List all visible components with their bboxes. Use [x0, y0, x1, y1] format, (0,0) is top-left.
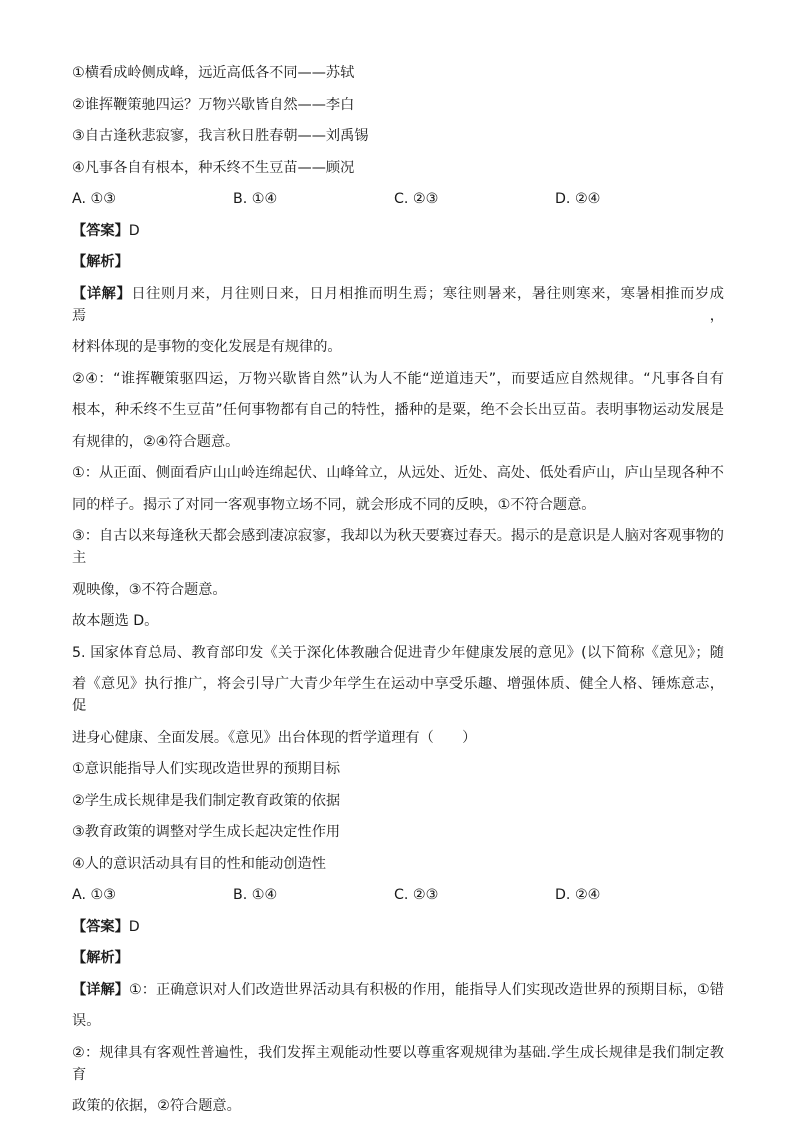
document-page: [72, 62, 724, 1117]
q5-option-a: A. ①③: [72, 887, 116, 903]
q4-para2-line-1: ②④：“谁挥鞭策驱四运，万物兴歇皆自然”认为人不能“逆道违天”，而要适应自然规律。“凡事各自有: [72, 370, 724, 387]
q5-item-1: ①意识能指导人们实现改造世界的预期目标: [72, 761, 341, 777]
answer-tag: 【答案】: [72, 918, 129, 935]
answer-tag: 【答案】: [72, 222, 129, 239]
answer-value: D: [128, 222, 140, 239]
q5-item-2: ②学生成长规律是我们制定教育政策的依据: [72, 792, 341, 809]
q5-detail-line-1: [72, 979, 724, 1001]
q5-option-c: C. ②③: [394, 887, 439, 903]
q4-analysis-tag: [72, 251, 724, 273]
q5-para2-line-1: ②：规律具有客观性普遍性，我们发挥主观能动性要以尊重客观规律为基础.学生成长规律是我们制定教育: [72, 1044, 724, 1083]
q4-option-b: B. ①④: [233, 191, 278, 207]
q4-option-d: D. ②④: [555, 191, 601, 207]
q4-answer: [72, 220, 724, 242]
q5-analysis-tag: [72, 947, 724, 969]
q4-para4-line-2: 观映像，③不符合题意。: [72, 581, 227, 598]
q4-item-3: ③自古逢秋悲寂寥，我言秋日胜春朝——刘禹锡: [72, 128, 369, 144]
detail-text: 日往则月来，月往则日来，日月相推而明生焉；寒往则暑来，暑往则寒来，寒暑相推而岁成焉，: [72, 285, 724, 324]
q4-para3-line-2: 同的样子。揭示了对同一客观事物立场不同，就会形成不同的反映，①不符合题意。: [72, 496, 596, 513]
q4-option-c: C. ②③: [394, 191, 439, 207]
q5-detail-line-2: 误。: [72, 1013, 101, 1029]
q5-item-4: ④人的意识活动具有目的性和能动创造性: [72, 855, 326, 872]
q4-detail-line-1: [72, 283, 724, 327]
q4-para4-line-1: ③：自古以来每逢秋天都会感到凄凉寂寥，我却以为秋天要赛过春天。揭示的是意识是人脑对客观事物的主: [72, 528, 724, 566]
q5-stem-line-1: 5. 国家体育总局、教育部印发《关于深化体教融合促进青少年健康发展的意见》(以下简称《意见》；随: [72, 644, 724, 661]
q4-option-a: A. ①③: [72, 191, 116, 207]
q4-item-2: ②谁挥鞭策驰四运？万物兴歇皆自然——李白: [72, 96, 355, 113]
q5-item-3: ③教育政策的调整对学生成长起决定性作用: [72, 824, 341, 840]
analysis-tag: 【解析】: [72, 254, 129, 270]
q5-stem-line-3: 进身心健康、全面发展。《意见》出台体现的哲学道理有（ ）: [72, 729, 477, 746]
analysis-tag: 【解析】: [72, 950, 129, 966]
q4-item-1: ①横看成岭侧成峰，远近高低各不同——苏轼: [72, 65, 355, 81]
q4-detail-line-2: 材料体现的是事物的变化发展是有规律的。: [72, 339, 342, 355]
answer-value: D: [128, 918, 140, 935]
detail-tag: 【详解】: [72, 285, 132, 302]
q5-stem-line-2: 着《意见》执行推广，将会引导广大青少年学生在运动中享受乐趣、增强体质、健全人格、锤炼意志，促: [72, 676, 724, 714]
q5-para2-line-2: 政策的依据，②符合题意。: [72, 1098, 241, 1114]
q4-para2-line-3: 有规律的，②④符合题意。: [72, 433, 240, 450]
q5-options: [72, 884, 724, 906]
q5-option-d: D. ②④: [555, 887, 601, 903]
q5-option-b: B. ①④: [233, 887, 278, 903]
q5-answer: [72, 916, 724, 938]
q4-conclusion: 故本题选 D。: [72, 613, 159, 629]
detail-text: ①：正确意识对人们改造世界活动具有积极的作用，能指导人们实现改造世界的预期目标，①错: [128, 981, 724, 998]
q4-options: [72, 188, 724, 210]
q4-para3-line-1: ①：从正面、侧面看庐山山岭连绵起伏、山峰耸立，从远处、近处、高处、低处看庐山，庐山呈现各种不: [72, 465, 724, 481]
q4-item-4: ④凡事各自有根本，种禾终不生豆苗——顾况: [72, 159, 355, 176]
q4-para2-line-2: 根本，种禾终不生豆苗”任何事物都有自己的特性，播种的是粟，绝不会长出豆苗。表明事物运动发展是: [72, 402, 724, 418]
detail-tag: 【详解】: [72, 981, 129, 998]
